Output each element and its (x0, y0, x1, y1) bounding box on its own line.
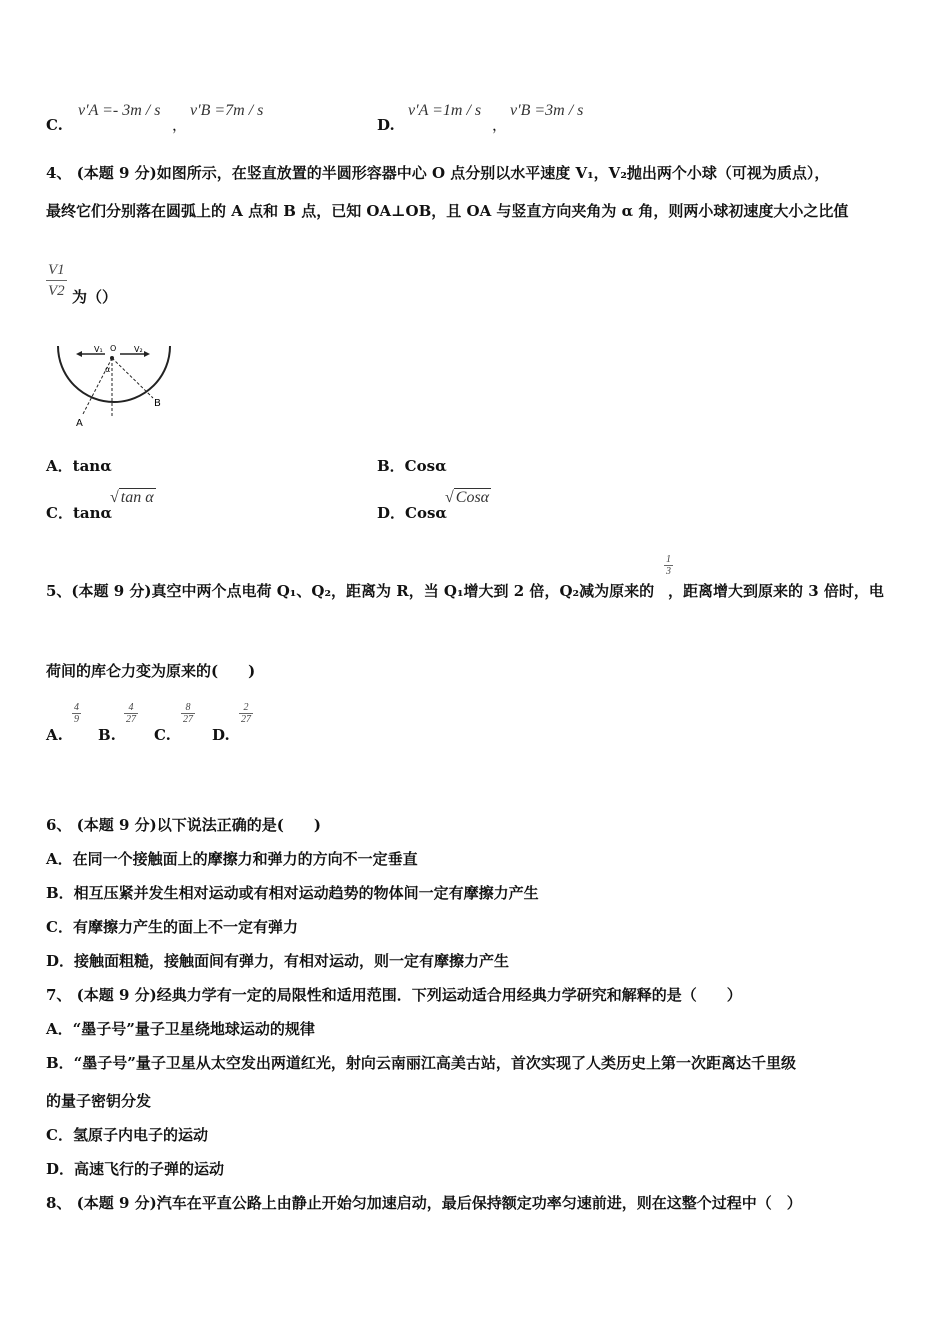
q5-option-c-den: 27 (183, 714, 193, 725)
q5-option-d-den: 27 (241, 714, 251, 725)
q5-fraction-one-third (664, 554, 673, 578)
fig-label-o: O (110, 344, 117, 353)
q5-option-c-num: 8 (181, 702, 195, 714)
q4-semicircle-figure (50, 340, 175, 430)
q4-ratio-fraction (46, 260, 67, 301)
v2-arrowhead (144, 351, 150, 357)
q4-option-d-radicand: Cosα (455, 489, 490, 506)
q4-stem-tail: 为（） (72, 288, 118, 306)
q4-stem-line2: 最终它们分别落在圆弧上的 A 点和 B 点，已知 OA⊥OB，且 OA 与竖直方向夹角为 α 角，则两小球初速度大小之比值 (46, 202, 849, 220)
q7-option-b-line1: B．“墨子号”量子卫星从太空发出两道红光，射向云南丽江高美古站，首次实现了人类历史上第一次距离达千里级 (46, 1054, 796, 1072)
q6-option-c: C．有摩擦力产生的面上不一定有弹力 (46, 918, 298, 936)
fig-label-alpha: α (105, 365, 111, 374)
q6-option-a: A．在同一个接触面上的摩擦力和弹力的方向不一定垂直 (46, 850, 418, 868)
q5-option-b-label: B. (98, 726, 116, 744)
q4-option-c-sqrt: √ tan α (110, 489, 154, 506)
q5-option-d-num: 2 (239, 702, 253, 714)
q5-stem-line1-a: 5、(本题 9 分)真空中两个点电荷 Q₁、Q₂，距离为 R，当 Q₁增大到 2 倍，Q₂减为原来的 (46, 582, 655, 600)
q7-option-a: A．“墨子号”量子卫星绕地球运动的规律 (46, 1020, 315, 1038)
q6-option-b: B．相互压紧并发生相对运动或有相对运动趋势的物体间一定有摩擦力产生 (46, 884, 539, 902)
q5-frac-denominator: 3 (666, 566, 671, 577)
q4-stem-line1: 4、 (本题 9 分)如图所示，在竖直放置的半圆形容器中心 O 点分别以水平速度 V₁，V₂抛出两个小球（可视为质点）， (46, 164, 830, 182)
q4-option-c: C．tanα (46, 504, 113, 522)
q4-option-d-sqrt: √ Cosα (445, 489, 490, 506)
semicircle-arc (58, 346, 170, 402)
q5-option-b-den: 27 (126, 714, 136, 725)
fig-label-a: A (76, 418, 83, 429)
q4-frac-numerator: V1 (46, 260, 67, 281)
q7-option-b-line2: 的量子密钥分发 (46, 1092, 152, 1110)
center-point (110, 356, 114, 360)
fig-label-b: B (154, 398, 161, 409)
q7-option-c: C．氢原子内电子的运动 (46, 1126, 208, 1144)
q4-option-c-radicand: tan α (120, 489, 154, 506)
q3-option-c-va: v′A =- 3m / s (78, 102, 161, 119)
q5-option-d-label: D. (212, 726, 230, 744)
q5-frac-numerator: 1 (666, 554, 671, 565)
q5-option-b-fraction (124, 702, 138, 726)
q7-option-d: D．高速飞行的子弹的运动 (46, 1160, 225, 1178)
q4-option-a: A．tanα (46, 457, 112, 475)
q5-option-c-label: C. (154, 726, 171, 744)
fig-label-v1: V₁ (94, 345, 103, 354)
q3-option-c-vb: v′B =7m / s (190, 102, 264, 119)
q5-option-a-num: 4 (74, 702, 79, 713)
q7-stem: 7、 (本题 9 分)经典力学有一定的局限性和适用范围．下列运动适合用经典力学研究和解释的是（ ） (46, 986, 742, 1004)
q8-stem: 8、 (本题 9 分)汽车在平直公路上由静止开始匀加速启动，最后保持额定功率匀速前进，则在这整个过程中（ ） (46, 1194, 802, 1212)
q3-option-d-separator: ， (492, 116, 508, 134)
q5-option-a-fraction (72, 702, 81, 726)
q5-option-a-den: 9 (74, 714, 79, 725)
q4-option-d: D．Cosα (377, 504, 447, 522)
q3-option-d-vb: v′B =3m / s (510, 102, 584, 119)
q3-option-d-va: v′A =1m / s (408, 102, 482, 119)
q5-stem-line1-b: ，距离增大到原来的 3 倍时，电 (668, 582, 884, 600)
q5-option-b-num: 4 (124, 702, 138, 714)
q3-option-d-label: D. (377, 116, 395, 134)
q3-option-c-separator: ， (172, 116, 188, 134)
q5-option-c-fraction (181, 702, 195, 726)
q5-option-a-label: A. (46, 726, 63, 744)
fig-label-v2: V₂ (134, 345, 143, 354)
v1-arrowhead (76, 351, 82, 357)
q4-option-b: B．Cosα (377, 457, 447, 475)
q6-stem: 6、 (本题 9 分)以下说法正确的是( ) (46, 816, 321, 834)
q5-stem-line2: 荷间的库仑力变为原来的( ) (46, 662, 256, 680)
q5-option-d-fraction (239, 702, 253, 726)
q3-option-c-label: C. (46, 116, 63, 134)
q4-frac-denominator: V2 (48, 283, 65, 299)
q6-option-d: D．接触面粗糙，接触面间有弹力，有相对运动，则一定有摩擦力产生 (46, 952, 510, 970)
